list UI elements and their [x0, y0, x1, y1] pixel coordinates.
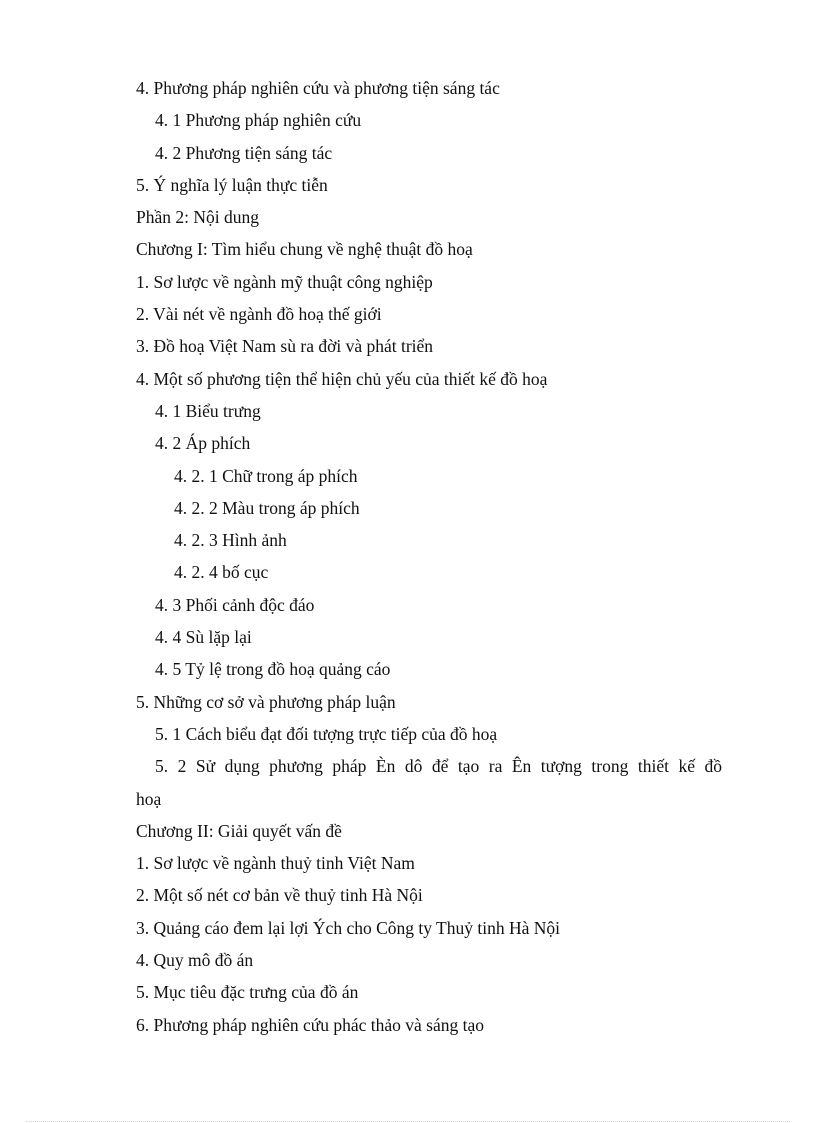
toc-item-ch1-4-2-2: 4. 2. 2 Màu trong áp phích	[174, 497, 360, 518]
toc-item-ch1-4: 4. Một số phương tiện thể hiện chủ yếu của thiết kế đồ hoạ	[136, 368, 548, 389]
toc-item-ch2-1: 1. Sơ lược về ngành thuỷ tinh Việt Nam	[136, 853, 415, 874]
toc-item-ch2-3: 3. Quảng cáo đem lại lợi Ých cho Công ty Thuỷ tinh Hà Nội	[136, 917, 560, 938]
toc-item-ch2-2: 2. Một số nét cơ bản về thuỷ tinh Hà Nội	[136, 885, 423, 906]
chapter-heading-2: Chương II: Giải quyết vấn đề	[136, 820, 342, 841]
toc-item-ch1-3: 3. Đồ hoạ Việt Nam sù ra đời và phát triển	[136, 336, 434, 357]
page-bottom-divider	[26, 1121, 790, 1122]
toc-item-ch1-4-5: 4. 5 Tỷ lệ trong đồ hoạ quảng cáo	[155, 659, 391, 680]
toc-item-ch1-4-3: 4. 3 Phối cảnh độc đáo	[155, 594, 315, 615]
toc-item-4: 4. Phương pháp nghiên cứu và phương tiện sáng tác	[136, 78, 500, 98]
toc-item-ch1-1: 1. Sơ lược về ngành mỹ thuật công nghiệp	[136, 271, 433, 292]
toc-item-ch1-4-1: 4. 1 Biểu trưng	[155, 400, 261, 421]
chapter-heading-1: Chương I: Tìm hiểu chung về nghệ thuật đồ hoạ	[136, 239, 473, 260]
toc-item-5: 5. Ý nghĩa lý luận thực tiễn	[136, 174, 328, 195]
toc-item-ch1-5-2-continuation: hoạ	[136, 788, 162, 809]
toc-item-4-1: 4. 1 Phương pháp nghiên cứu	[155, 110, 362, 131]
table-of-contents	[136, 72, 722, 1041]
toc-item-4-2: 4. 2 Phương tiện sáng tác	[155, 142, 333, 163]
toc-item-ch2-5: 5. Mục tiêu đặc trưng của đồ án	[136, 982, 359, 1003]
toc-item-ch2-6: 6. Phương pháp nghiên cứu phác thảo và sáng tạo	[136, 1014, 485, 1035]
toc-item-ch1-4-2: 4. 2 Áp phích	[155, 433, 251, 454]
toc-item-ch1-4-2-3: 4. 2. 3 Hình ảnh	[174, 530, 287, 551]
toc-item-ch1-2: 2. Vài nét về ngành đồ hoạ thế giới	[136, 304, 382, 325]
toc-item-ch1-5-2: 5. 2 Sử dụng phương pháp Èn dô để tạo ra Ên tượng trong thiết kế đồ	[155, 756, 722, 777]
toc-item-ch1-4-4: 4. 4 Sù lặp lại	[155, 627, 252, 648]
toc-item-ch1-4-2-4: 4. 2. 4 bố cục	[174, 562, 269, 583]
toc-item-ch1-4-2-1: 4. 2. 1 Chữ trong áp phích	[174, 465, 358, 486]
section-heading-part-2: Phần 2: Nội dung	[136, 207, 259, 228]
toc-item-ch1-5: 5. Những cơ sở và phương pháp luận	[136, 691, 396, 712]
toc-item-ch2-4: 4. Quy mô đồ án	[136, 950, 254, 971]
toc-item-ch1-5-1: 5. 1 Cách biểu đạt đối tượng trực tiếp của đồ hoạ	[155, 723, 498, 744]
